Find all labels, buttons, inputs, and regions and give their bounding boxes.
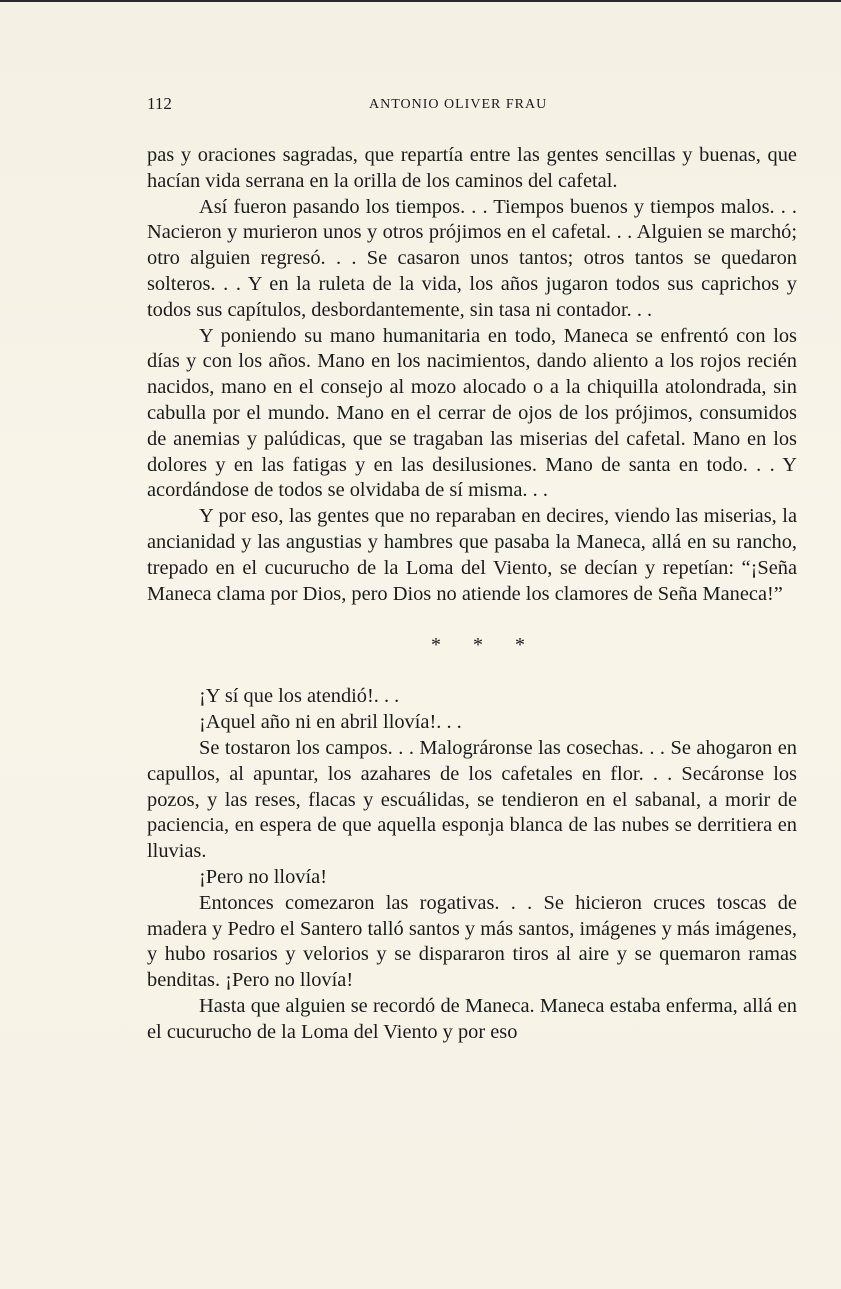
paragraph: Se tostaron los campos. . . Malográronse las cosechas. . . Se ahogaron en capullos, al apuntar, los azahares de los cafetales en flor. . . Secáronse los pozos, y las reses, flacas y escuálidas, se tendieron en el sabanal, a morir de paciencia, en espera de que aquella esponja blanca de las nubes se derritiera en lluvias. xyxy=(147,736,797,863)
paragraph: Y poniendo su mano humanitaria en todo, Maneca se enfrentó con los días y con los años. Mano en los nacimientos, dando aliento a los rojos recién nacidos, mano en el consejo al mozo alocado o a la chiquilla atolondrada, sin cabulla por el mundo. Mano en el cerrar de ojos de los prójimos, consumidos de anemias y palúdicas, que se tragaban las miserias del cafetal. Mano en los dolores y en las fatigas y en las desilusiones. Mano de santa en todo. . . Y acordándose de todos se olvidaba de sí misma. . . xyxy=(147,324,797,502)
separator-asterisk: * xyxy=(473,633,483,656)
separator-asterisk: * xyxy=(431,633,441,656)
paragraph: Y por eso, las gentes que no reparaban en decires, viendo las miserias, la ancianidad y las angustias y hambres que pasaba la Maneca, allá en su rancho, trepado en el cucurucho de la Loma del Viento, se decían y repetían: “¡Seña Maneca clama por Dios, pero Dios no atiende los clamores de Seña Maneca!” xyxy=(147,505,797,605)
running-header xyxy=(147,94,797,118)
running-title: ANTONIO OLIVER FRAU xyxy=(369,97,548,112)
section-separator xyxy=(147,607,797,684)
paragraph: Entonces comezaron las rogativas. . . Se hicieron cruces toscas de madera y Pedro el Santero talló santos y más santos, imágenes y más imágenes, y hubo rosarios y velorios y se dispararon tiros al aire y se quemaron ramas benditas. ¡Pero no llovía! xyxy=(147,891,797,992)
paragraph: Así fueron pasando los tiempos. . . Tiempos buenos y tiempos malos. . . Nacieron y murieron unos y otros prójimos en el cafetal. . . Alguien se marchó; otro alguien regresó. . . Se casaron unos tantos; otros tantos se quedaron solteros. . . Y en la ruleta de la vida, los años jugaron todos sus caprichos y todos sus capítulos, desbordantemente, sin tasa ni contador. . . xyxy=(147,195,797,321)
paragraph: Hasta que alguien se recordó de Maneca. Maneca estaba enferma, allá en el cucurucho de la Loma del Viento y por eso xyxy=(147,994,797,1043)
paragraph: ¡Y sí que los atendió!. . . xyxy=(199,685,400,708)
body-text xyxy=(147,143,797,1046)
page-number: 112 xyxy=(147,94,172,113)
paragraph: ¡Aquel año ni en abril llovía!. . . xyxy=(199,711,462,734)
separator-asterisk: * xyxy=(515,633,525,656)
paragraph: ¡Pero no llovía! xyxy=(199,865,327,888)
paragraph-continued: pas y oraciones sagradas, que repartía entre las gentes sencillas y buenas, que hacían vida serrana en la orilla de los caminos del cafetal. xyxy=(147,144,797,192)
